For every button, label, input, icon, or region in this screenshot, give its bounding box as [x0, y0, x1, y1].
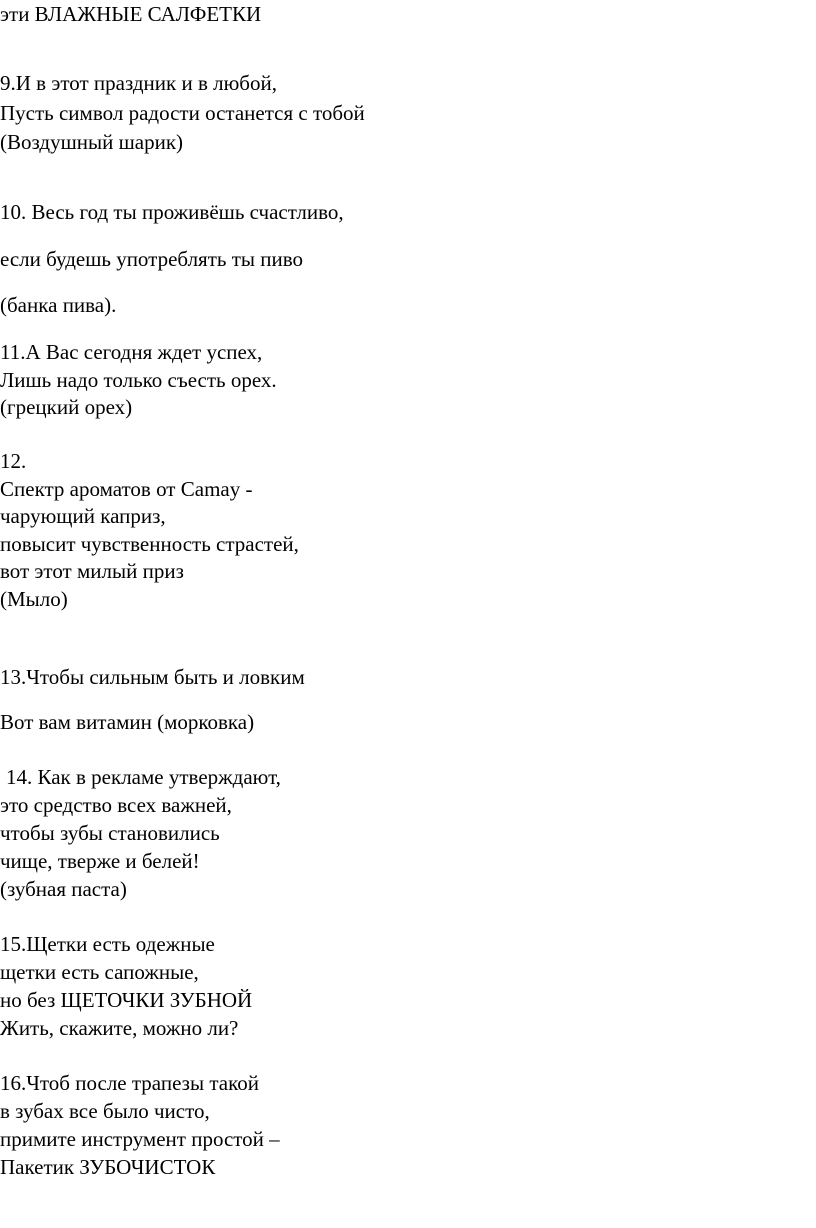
riddle-12-line-2: чарующий каприз, — [0, 504, 166, 528]
riddle-14-line-3: чтобы зубы становились — [0, 821, 220, 845]
riddle-16-line-3: примите инструмент простой – — [0, 1127, 280, 1151]
riddle-15-line-4: Жить, скажите, можно ли? — [0, 1016, 239, 1040]
riddle-16-answer: Пакетик ЗУБОЧИСТОК — [0, 1155, 216, 1179]
text-line-wipes: эти ВЛАЖНЫЕ САЛФЕТКИ — [0, 2, 262, 26]
riddle-12-number: 12. — [0, 449, 27, 473]
riddle-10-answer: (банка пива). — [0, 293, 117, 317]
riddle-9-answer: (Воздушный шарик) — [0, 130, 184, 154]
riddle-14-answer: (зубная паста) — [0, 877, 127, 901]
riddle-14-line-4: чище, тверже и белей! — [0, 849, 200, 873]
riddle-13-line-1: 13.Чтобы сильным быть и ловким — [0, 665, 305, 689]
riddle-11-answer: (грецкий орех) — [0, 395, 133, 419]
riddle-12-answer: (Мыло) — [0, 587, 68, 611]
riddle-16-line-1: 16.Чтоб после трапезы такой — [0, 1071, 259, 1095]
riddle-9-line-1: 9.И в этот праздник и в любой, — [0, 71, 277, 95]
riddle-14-line-1: 14. Как в рекламе утверждают, — [6, 765, 281, 789]
riddle-15-line-2: щетки есть сапожные, — [0, 960, 199, 984]
riddle-12-line-4: вот этот милый приз — [0, 559, 184, 583]
riddle-13-line-2: Вот вам витамин (морковка) — [0, 710, 255, 734]
riddle-10-line-1: 10. Весь год ты проживёшь счастливо, — [0, 200, 344, 224]
riddle-11-line-2: Лишь надо только съесть орех. — [0, 368, 277, 392]
riddle-10-line-2: если будешь употреблять ты пиво — [0, 247, 304, 271]
riddle-14-line-2: это средство всех важней, — [0, 793, 232, 817]
riddle-9-line-2: Пусть символ радости останется с тобой — [0, 101, 365, 125]
riddle-11-line-1: 11.А Вас сегодня ждет успех, — [0, 340, 263, 364]
riddle-16-line-2: в зубах все было чисто, — [0, 1099, 210, 1123]
riddle-12-line-1: Спектр ароматов от Camay - — [0, 477, 253, 501]
riddle-15-line-3: но без ЩЕТОЧКИ ЗУБНОЙ — [0, 988, 253, 1012]
riddle-15-line-1: 15.Щетки есть одежные — [0, 932, 215, 956]
riddle-12-line-3: повысит чувственность страстей, — [0, 532, 299, 556]
